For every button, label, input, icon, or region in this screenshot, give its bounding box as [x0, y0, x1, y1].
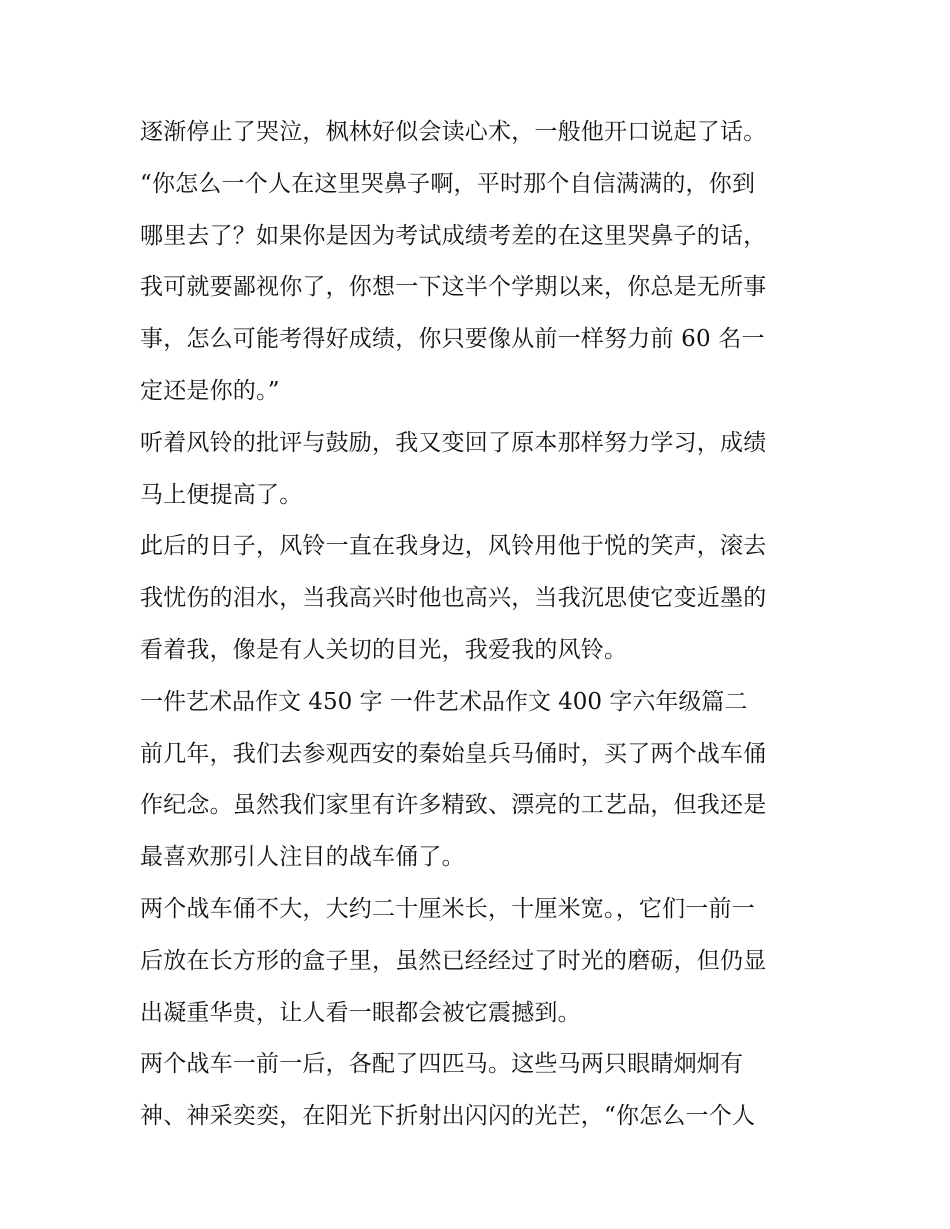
- text-line-9: 此后的日子，风铃一直在我身边，风铃用他于悦的笑声，滚去: [140, 533, 767, 560]
- section-heading: 一件艺术品作文 450 字 一件艺术品作文 400 字六年级篇二: [140, 688, 748, 715]
- text-line-8: 马上便提高了。: [140, 481, 303, 508]
- text-line-2: “你怎么一个人在这里哭鼻子啊，平时那个自信满满的，你到: [140, 170, 756, 197]
- text-line-3: 哪里去了？如果你是因为考试成绩考差的在这里哭鼻子的话，: [140, 222, 767, 249]
- text-line-1: 逐渐停止了哭泣，枫林好似会读心术，一般他开口说起了话。: [140, 119, 767, 145]
- text-line-16: 两个战车俑不大，大约二十厘米长，十厘米宽。，它们一前一: [140, 895, 755, 922]
- text-line-11: 看着我，像是有人关切的目光，我爱我的风铃。: [140, 636, 628, 663]
- text-line-15: 最喜欢那引人注目的战车俑了。: [140, 844, 465, 871]
- text-line-17: 后放在长方形的盒子里，虽然已经经过了时光的磨砺，但仍显: [140, 947, 767, 974]
- text-line-5: 事，怎么可能考得好成绩，你只要像从前一样努力前 60 名一: [140, 326, 765, 353]
- text-line-20: 神、神采奕奕，在阳光下折射出闪闪的光芒，“你怎么一个人: [140, 1103, 756, 1130]
- text-line-10: 我忧伤的泪水，当我高兴时他也高兴，当我沉思使它变近墨的: [140, 585, 767, 612]
- text-line-4: 我可就要鄙视你了，你想一下这半个学期以来，你总是无所事: [140, 274, 767, 301]
- text-line-19: 两个战车一前一后，各配了四匹马。这些马两只眼睛炯炯有: [140, 1051, 744, 1078]
- document-page: [140, 107, 820, 1143]
- text-line-18: 出凝重华贵，让人看一眼都会被它震撼到。: [140, 999, 581, 1026]
- text-line-14: 作纪念。虽然我们家里有许多精致、漂亮的工艺品，但我还是: [140, 792, 767, 819]
- text-line-6: 定还是你的。”: [140, 377, 280, 404]
- text-line-7: 听着风铃的批评与鼓励，我又变回了原本那样努力学习，成绩: [140, 429, 767, 456]
- text-line-13: 前几年，我们去参观西安的秦始皇兵马俑时，买了两个战车俑: [140, 740, 767, 767]
